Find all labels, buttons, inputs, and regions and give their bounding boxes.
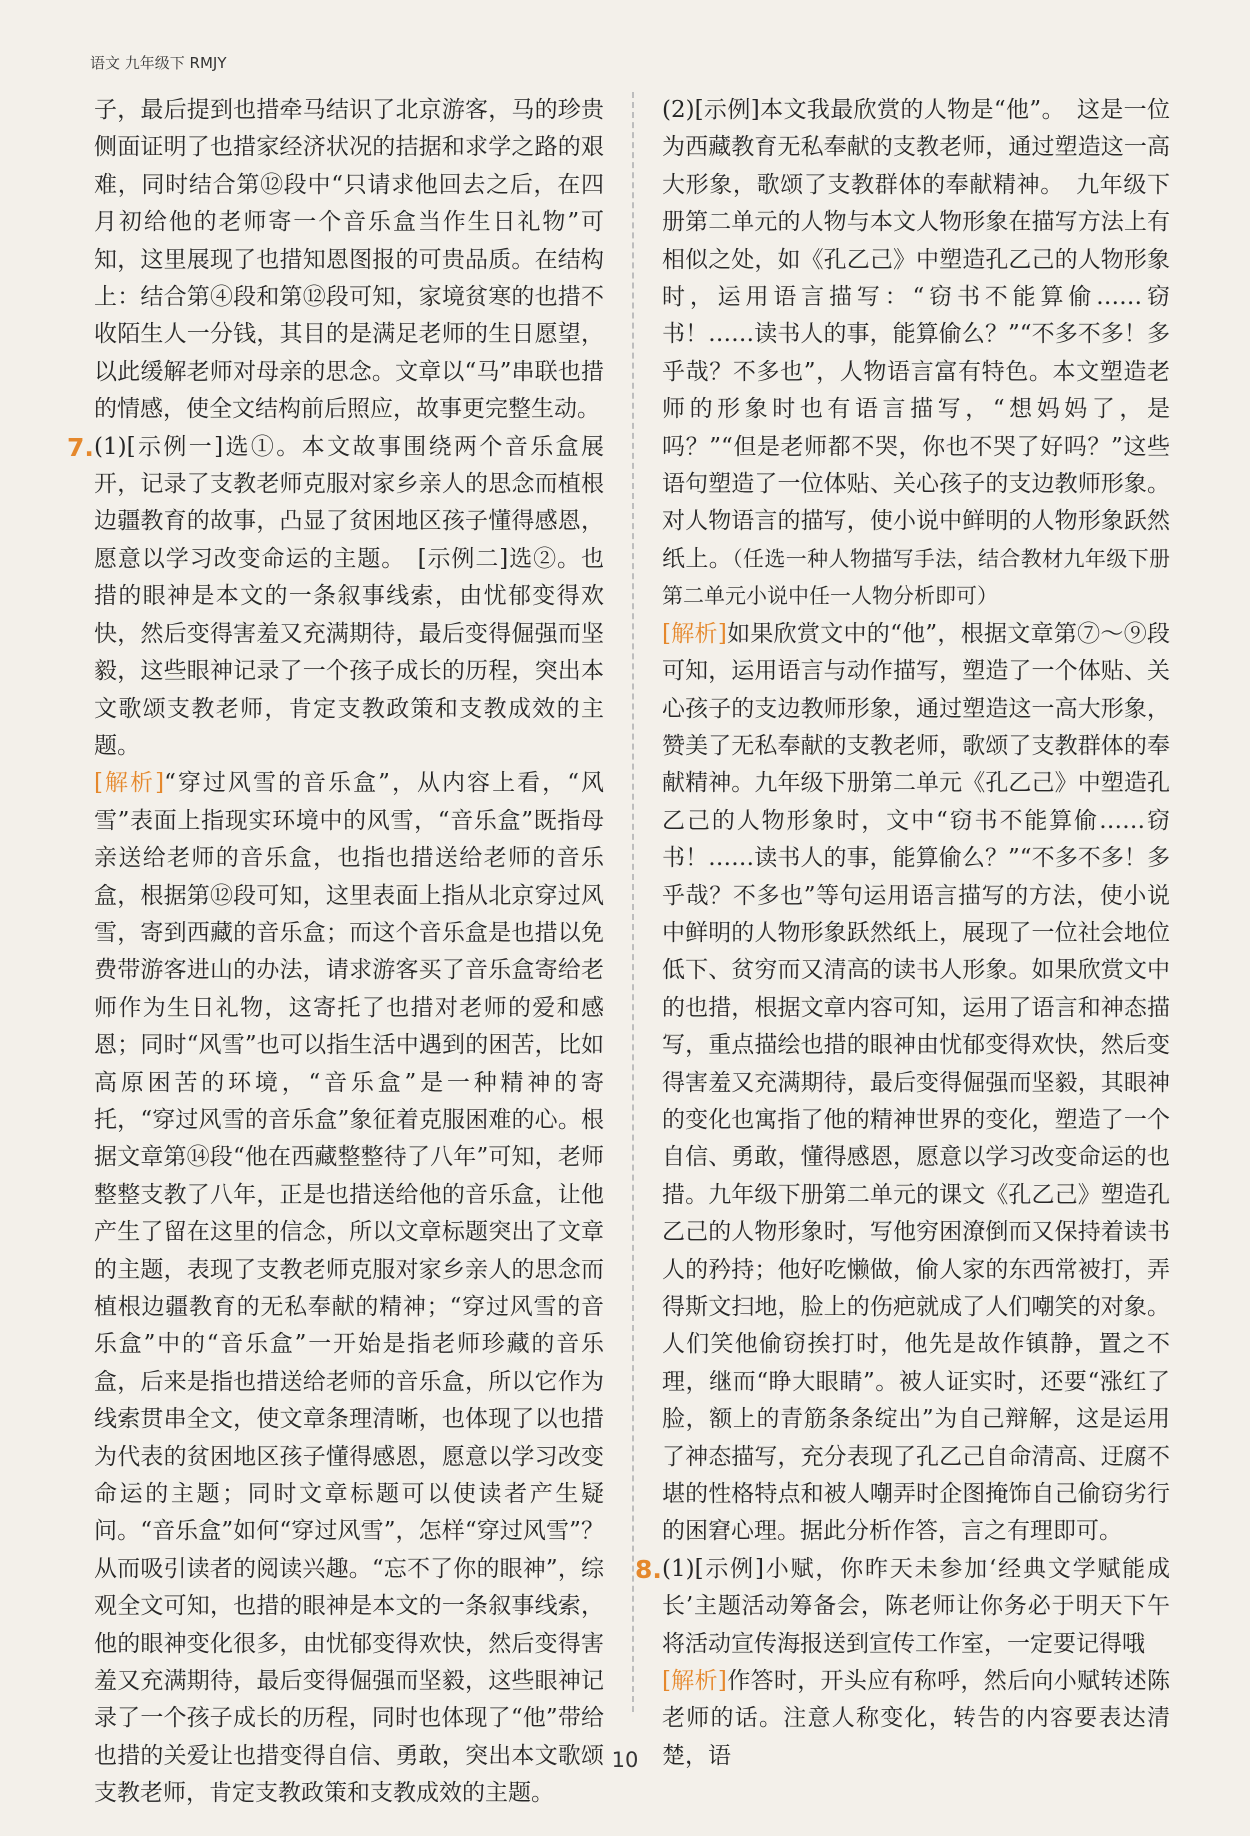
analysis-tag: [解析] — [662, 620, 727, 647]
page-number: 10 — [611, 1748, 639, 1772]
analysis-paragraph — [662, 616, 1170, 1551]
answer-paragraph — [662, 92, 1170, 616]
question-number: 8. — [635, 1554, 662, 1584]
analysis-text: “穿过风雪的音乐盒”，从内容上看，“风雪”表面上指现实环境中的风雪，“音乐盒”既指母亲送给老师的音乐盒，也指也措送给老师的音乐盒，根据第⑫段可知，这里表面上指从北京穿过风雪，寄到西藏的音乐盒；而这个音乐盒是也措以免费带游客进山的办法，请求游客买了音乐盒寄给老师作为生日礼物，这寄托了也措对老师的爱和感恩；同时“风雪”也可以指生活中遇到的困苦，比如高原困苦的环境，“音乐盒”是一种精神的寄托，“穿过风雪的音乐盒”象征着克服困难的心。根据文章第⑭段“他在西藏整整待了八年”可知，老师整整支教了八年，正是也措送给他的音乐盒，让他产生了留在这里的信念，所以文章标题突出了文章的主题，表现了支教老师克服对家乡亲人的思念而植根边疆教育的无私奉献的精神；“穿过风雪的音乐盒”中的“音乐盒”一开始是指老师珍藏的音乐盒，后来是指也措送给老师的音乐盒，所以它作为线索贯串全文，使文章条理清晰，也体现了以也措为代表的贫困地区孩子懂得感恩，愿意以学习改变命运的主题；同时文章标题可以使读者产生疑问。“音乐盒”如何“穿过风雪”，怎样“穿过风雪”？从而吸引读者的阅读兴趣。“忘不了你的眼神”，综观全文可知，也措的眼神是本文的一条叙事线索，他的眼神变化很多，由忧郁变得欢快，然后变得害羞又充满期待，最后变得倔强而坚毅，这些眼神记录了一个孩子成长的历程，同时也体现了“他”带给也措的关爱让也措变得自信、勇敢，突出本文歌颂支教老师，肯定支教政策和支教成效的主题。 — [94, 770, 604, 1807]
question-8 — [635, 1551, 1170, 1663]
analysis-tag: [解析] — [662, 1668, 727, 1695]
answer-text: (2)[示例]本文我最欣赏的人物是“他”。 这是一位为西藏教育无私奉献的支教老师，通过塑造这一高大形象，歌颂了支教群体的奉献精神。 九年级下册第二单元的人物与本文人物形象在描写方法上有相似之处，如《孔乙己》中塑造孔乙己的人物形象时，运用语言描写：“窃书不能算偷……窃书！……读书人的事，能算偷么？”“不多不多！多乎哉？不多也”，人物语言富有特色。本文塑造老师的形象时也有语言描写，“想妈妈了，是吗？”“但是老师都不哭，你也不哭了好吗？”这些语句塑造了一位体贴、关心孩子的支边教师形象。对人物语言的描写，使小说中鲜明的人物形象跃然纸上。 — [662, 97, 1170, 572]
answer-text: (1)[示例]小赋，你昨天未参加‘经典文学赋能成长’主题活动筹备会，陈老师让你务必于明天下午将活动宣传海报送到宣传工作室，一定要记得哦 — [662, 1555, 1170, 1657]
question-number: 7. — [67, 432, 94, 462]
answer-text: (1)[示例一]选①。本文故事围绕两个音乐盒展开，记录了支教老师克服对家乡亲人的思念而植根边疆教育的故事，凸显了贫困地区孩子懂得感恩，愿意以学习改变命运的主题。 [示例二]选②。也措的眼神是本文的一条叙事线索，由忧郁变得欢快，然后变得害羞又充满期待，最后变得倔强而坚毅，这些眼神记录了一个孩子成长的历程，突出本文歌颂支教老师，肯定支教政策和支教成效的主题。 — [94, 433, 604, 759]
left-column — [67, 92, 604, 1813]
analysis-tag: [解析] — [94, 770, 165, 797]
analysis-paragraph — [94, 765, 604, 1812]
column-divider — [632, 92, 634, 1712]
page-header: 语文 九年级下 RMJY — [90, 54, 227, 72]
answer-note: （任选一种人物描写手法，结合教材九年级下册第二单元小说中任一人物分析即可） — [662, 546, 1170, 609]
analysis-text: 如果欣赏文中的“他”，根据文章第⑦～⑨段可知，运用语言与动作描写，塑造了一个体贴、关心孩子的支边教师形象，通过塑造这一高大形象，赞美了无私奉献的支教老师，歌颂了支教群体的奉献精神。九年级下册第二单元《孔乙己》中塑造孔乙己的人物形象时，文中“窃书不能算偷……窃书！……读书人的事，能算偷么？”“不多不多！多乎哉？不多也”等句运用语言描写的方法，使小说中鲜明的人物形象跃然纸上，展现了一位社会地位低下、贫穷而又清高的读书人形象。如果欣赏文中的也措，根据文章内容可知，运用了语言和神态描写，重点描绘也措的眼神由忧郁变得欢快，然后变得害羞又充满期待，最后变得倔强而坚毅，其眼神的变化也寓指了他的精神世界的变化，塑造了一个自信、勇敢，懂得感恩，愿意以学习改变命运的也措。九年级下册第二单元的课文《孔乙己》塑造孔乙己的人物形象时，写他穷困潦倒而又保持着读书人的矜持；他好吃懒做，偷人家的东西常被打，弄得斯文扫地，脸上的伤疤就成了人们嘲笑的对象。人们笑他偷窃挨打时，他先是故作镇静，置之不理，继而“睁大眼睛”。被人证实时，还要“涨红了脸，额上的青筋条条绽出”为自己辩解，这是运用了神态描写，充分表现了孔乙己自命清高、迂腐不堪的性格特点和被人嘲弄时企图掩饰自己偷窃劣行的困窘心理。据此分析作答，言之有理即可。 — [662, 620, 1170, 1545]
right-column — [635, 92, 1171, 1775]
analysis-text: 作答时，开头应有称呼，然后向小赋转述陈老师的话。注意人称变化，转告的内容要表达清楚，语 — [662, 1668, 1171, 1769]
answer-paragraph: 子，最后提到也措牵马结识了北京游客，马的珍贵侧面证明了也措家经济状况的拮据和求学之路的艰难，同时结合第⑫段中“只请求他回去之后，在四月初给他的老师寄一个音乐盒当作生日礼物”可知，这里展现了也措知恩图报的可贵品质。在结构上：结合第④段和第⑫段可知，家境贫寒的也措不收陌生人一分钱，其目的是满足老师的生日愿望，以此缓解老师对母亲的思念。文章以“马”串联也措的情感，使全文结构前后照应，故事更完整生动。 — [94, 97, 604, 423]
question-7 — [67, 429, 604, 766]
